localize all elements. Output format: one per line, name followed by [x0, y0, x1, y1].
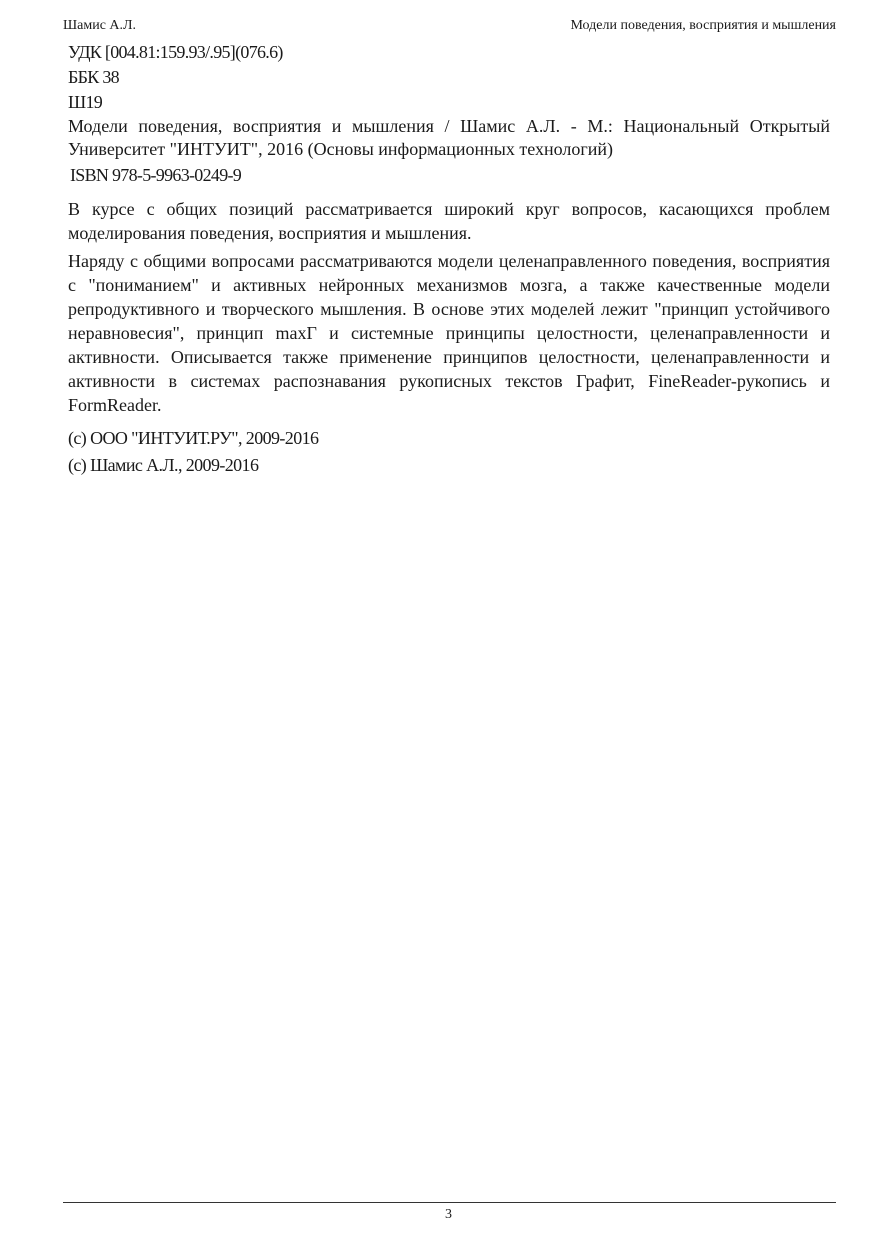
running-header	[63, 17, 836, 37]
header-author: Шамис А.Л.	[63, 18, 137, 33]
page-number: 3	[445, 1207, 452, 1222]
footer-divider	[63, 1202, 836, 1203]
copyright-line: (c) Шамис А.Л., 2009-2016	[68, 455, 259, 475]
author-sign: Ш19	[68, 92, 103, 112]
udk-code: УДК [004.81:159.93/.95](076.6)	[68, 42, 283, 62]
abstract-paragraph: Наряду с общими вопросами рассматриваются модели целенаправленного поведения, восприятия с "пониманием" и активных нейронных механизмов мозга, а также качественные модели репродуктивного и творческого мышления. В основе этих моделей лежит "принцип устойчивого неравновесия", принцип maxГ и системные принципы целостности, целенаправленности и активности. Описывается также применение принципов целостности, целенаправленности и активности в системах распознавания рукописных текстов Графит, FineReader-рукопись и FormReader.	[68, 251, 830, 415]
title-verso-content	[68, 40, 830, 479]
isbn: ISBN 978-5-9963-0249-9	[70, 165, 242, 185]
copyright-line: (c) ООО "ИНТУИТ.РУ", 2009-2016	[68, 428, 319, 448]
abstract-paragraph: В курсе с общих позиций рассматривается широкий круг вопросов, касающихся проблем моделирования поведения, восприятия и мышления.	[68, 199, 830, 243]
bbk-code: ББК 38	[68, 67, 119, 87]
bibliographic-record: Модели поведения, восприятия и мышления / Шамис А.Л. - М.: Национальный Открытый Университет "ИНТУИТ", 2016 (Основы информационных технологий)	[68, 116, 830, 159]
header-book-title: Модели поведения, восприятия и мышления	[570, 18, 836, 33]
